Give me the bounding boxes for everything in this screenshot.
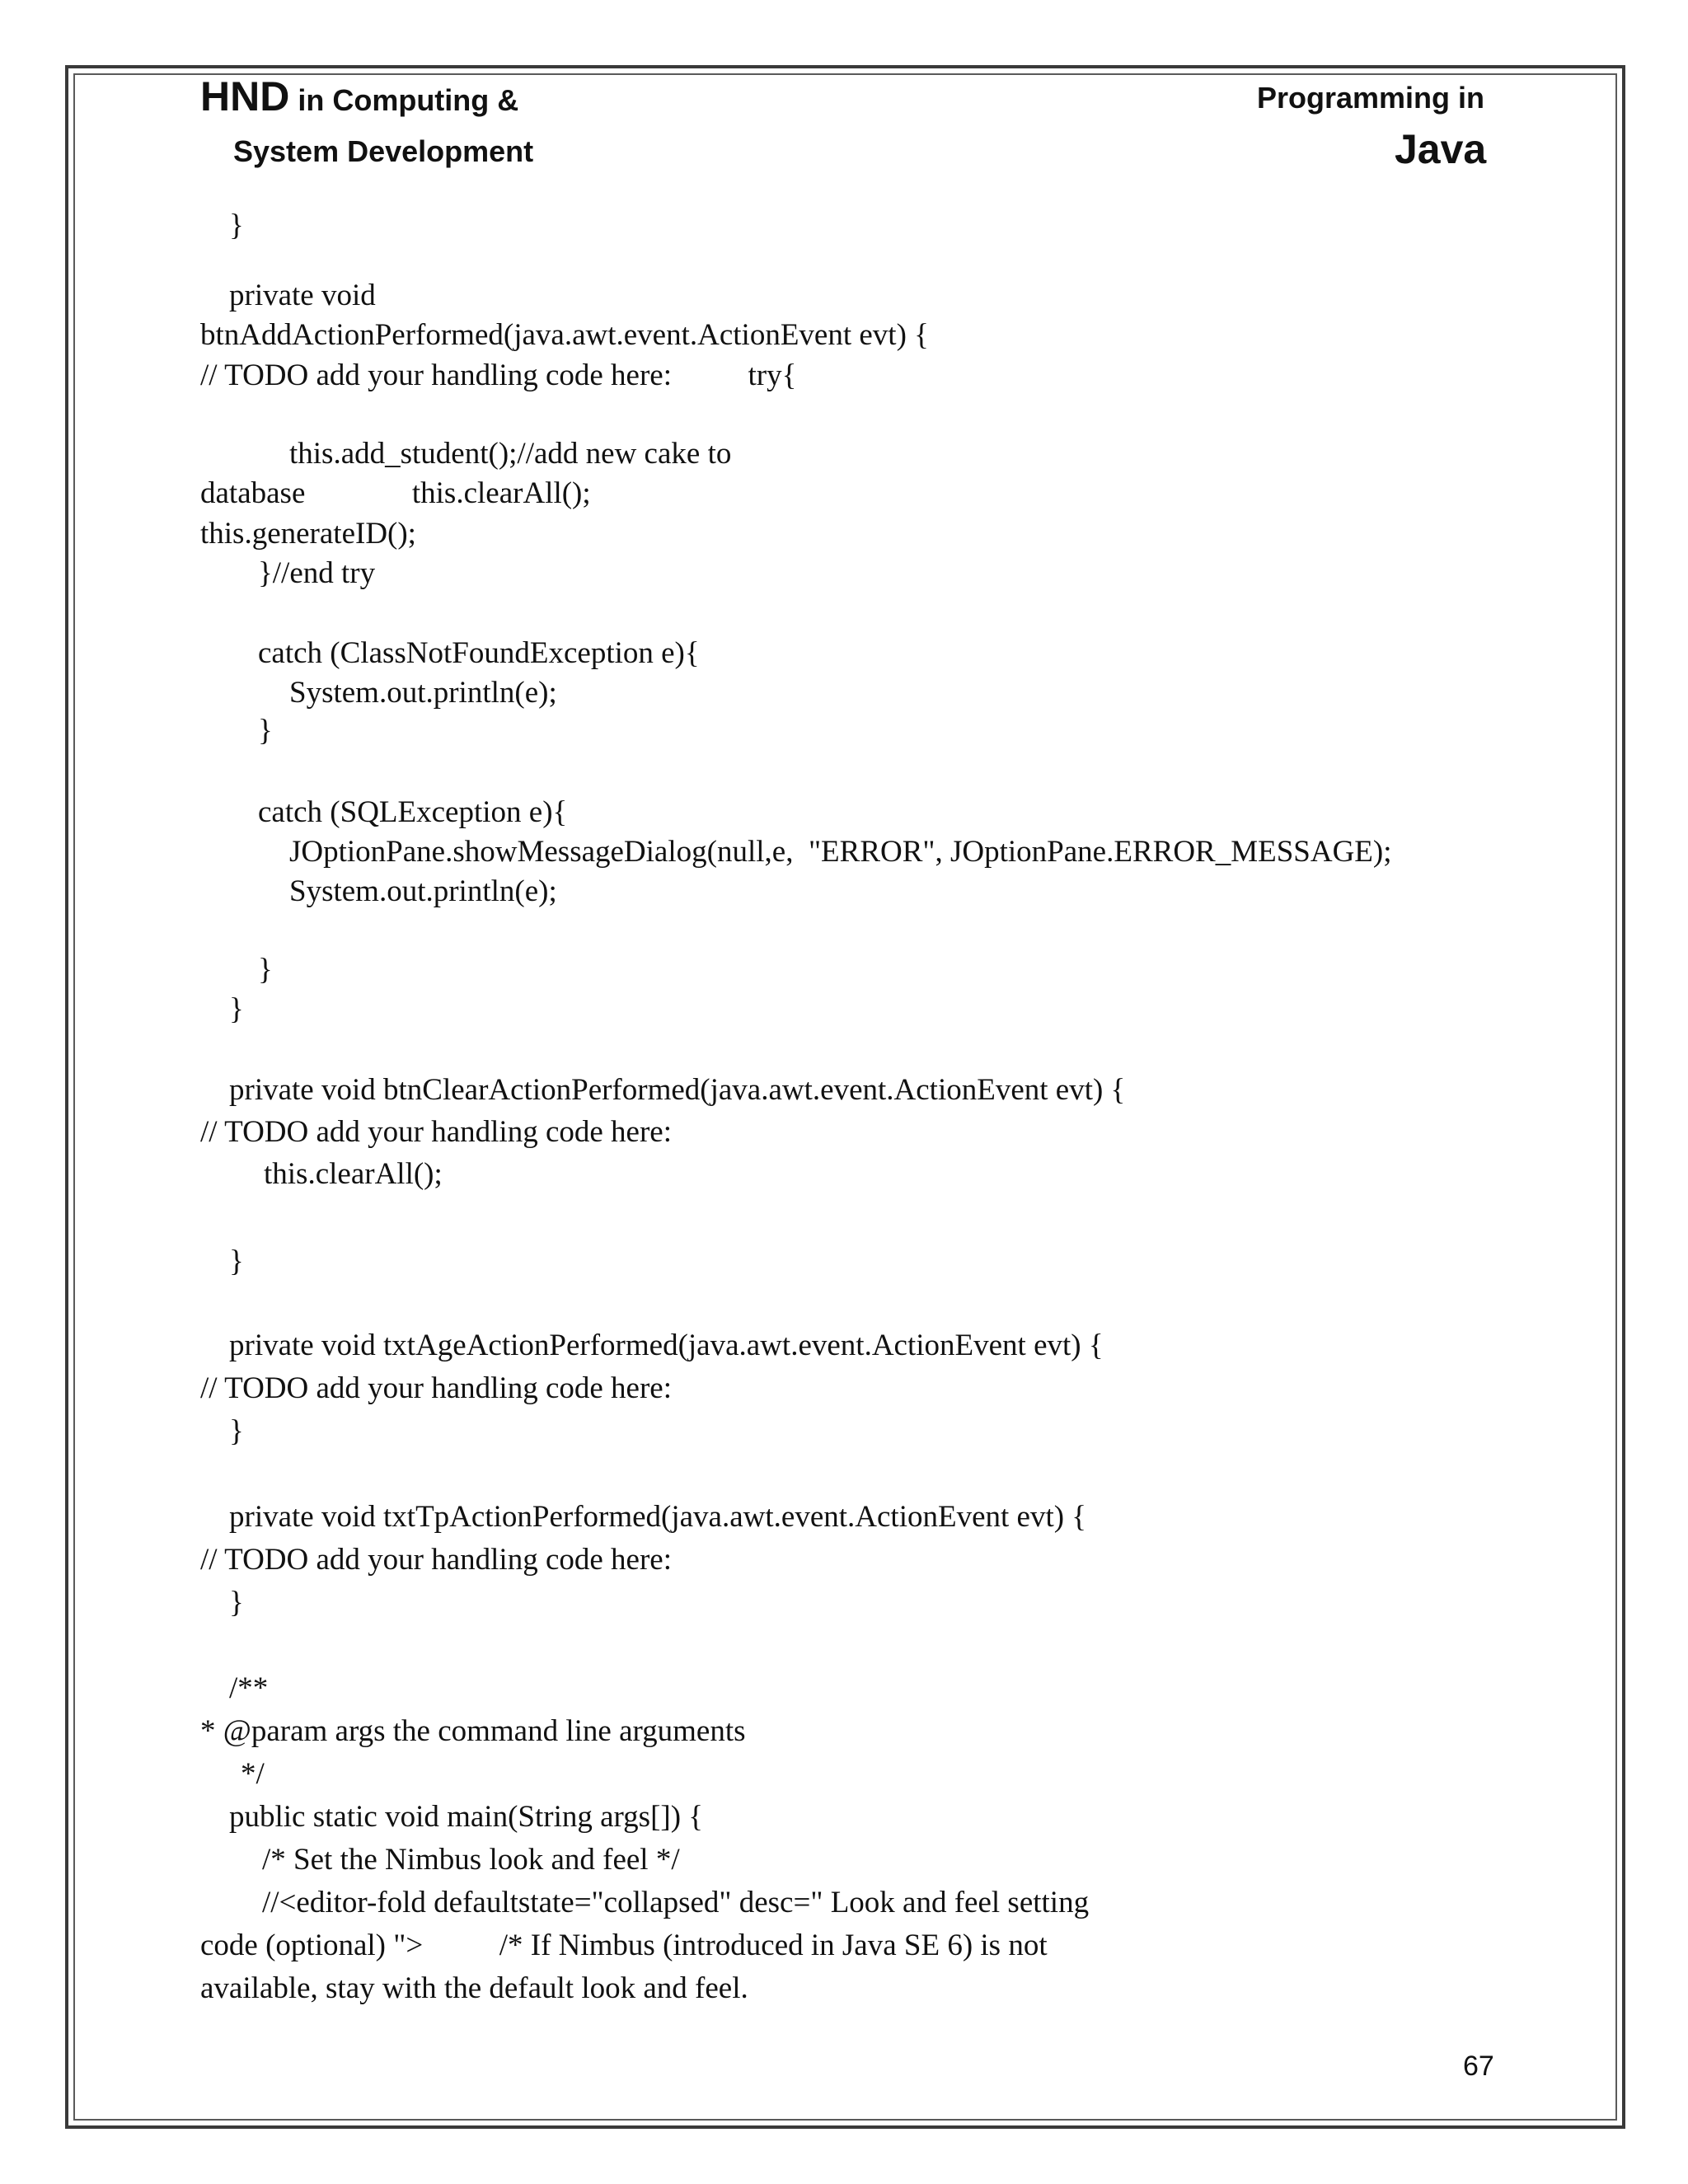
code-line: private void txtTpActionPerformed(java.awt.event.ActionEvent evt) { (229, 1500, 1087, 1534)
code-line: // TODO add your handling code here: (200, 1543, 673, 1577)
code-line: }//end try (258, 556, 376, 590)
code-line: this.generateID(); (200, 517, 416, 551)
code-line: } (258, 714, 273, 748)
code-line: /** (229, 1671, 269, 1705)
code-line: // TODO add your handling code here: (200, 1115, 673, 1149)
header-course-rest: in Computing & (289, 83, 519, 117)
code-line: catch (ClassNotFoundException e){ (258, 636, 700, 670)
code-line: catch (SQLException e){ (258, 795, 568, 829)
code-line: // TODO add your handling code here: try{ (200, 359, 797, 392)
header-course-title (200, 73, 518, 120)
code-line: } (229, 1586, 244, 1619)
code-line: } (229, 209, 244, 242)
code-line: System.out.println(e); (289, 874, 557, 908)
code-line: btnAddActionPerformed(java.awt.event.ActionEvent evt) { (200, 318, 929, 352)
header-hnd-abbr: HND (200, 73, 290, 120)
code-line: } (229, 1244, 244, 1278)
header-course-subtitle: System Development (233, 134, 534, 168)
code-line: private void (229, 279, 376, 312)
header-module-title: Programming in (1257, 81, 1485, 115)
code-line: } (229, 1414, 244, 1448)
page-number: 67 (1463, 2050, 1494, 2082)
code-line: */ (241, 1757, 265, 1791)
code-line: } (229, 992, 244, 1026)
code-line: available, stay with the default look and feel. (200, 1971, 748, 2005)
code-line: /* Set the Nimbus look and feel */ (262, 1843, 680, 1877)
code-line: this.clearAll(); (264, 1157, 443, 1191)
header-module-language: Java (1395, 126, 1487, 172)
code-line: code (optional) "> /* If Nimbus (introduced in Java SE 6) is not (200, 1929, 1048, 1962)
code-line: private void btnClearActionPerformed(java.awt.event.ActionEvent evt) { (229, 1073, 1126, 1107)
code-line: private void txtAgeActionPerformed(java.awt.event.ActionEvent evt) { (229, 1329, 1104, 1362)
code-line: * @param args the command line arguments (200, 1714, 746, 1748)
code-line: System.out.println(e); (289, 676, 557, 710)
code-line: database this.clearAll(); (200, 476, 591, 510)
code-line: JOptionPane.showMessageDialog(null,e, "ERROR", JOptionPane.ERROR_MESSAGE); (289, 835, 1392, 869)
code-line: public static void main(String args[]) { (229, 1800, 704, 1834)
code-line: this.add_student();//add new cake to (289, 437, 732, 471)
code-line: } (258, 953, 273, 987)
code-line: // TODO add your handling code here: (200, 1371, 673, 1405)
code-line: //<editor-fold defaultstate="collapsed" desc=" Look and feel setting (262, 1886, 1090, 1919)
